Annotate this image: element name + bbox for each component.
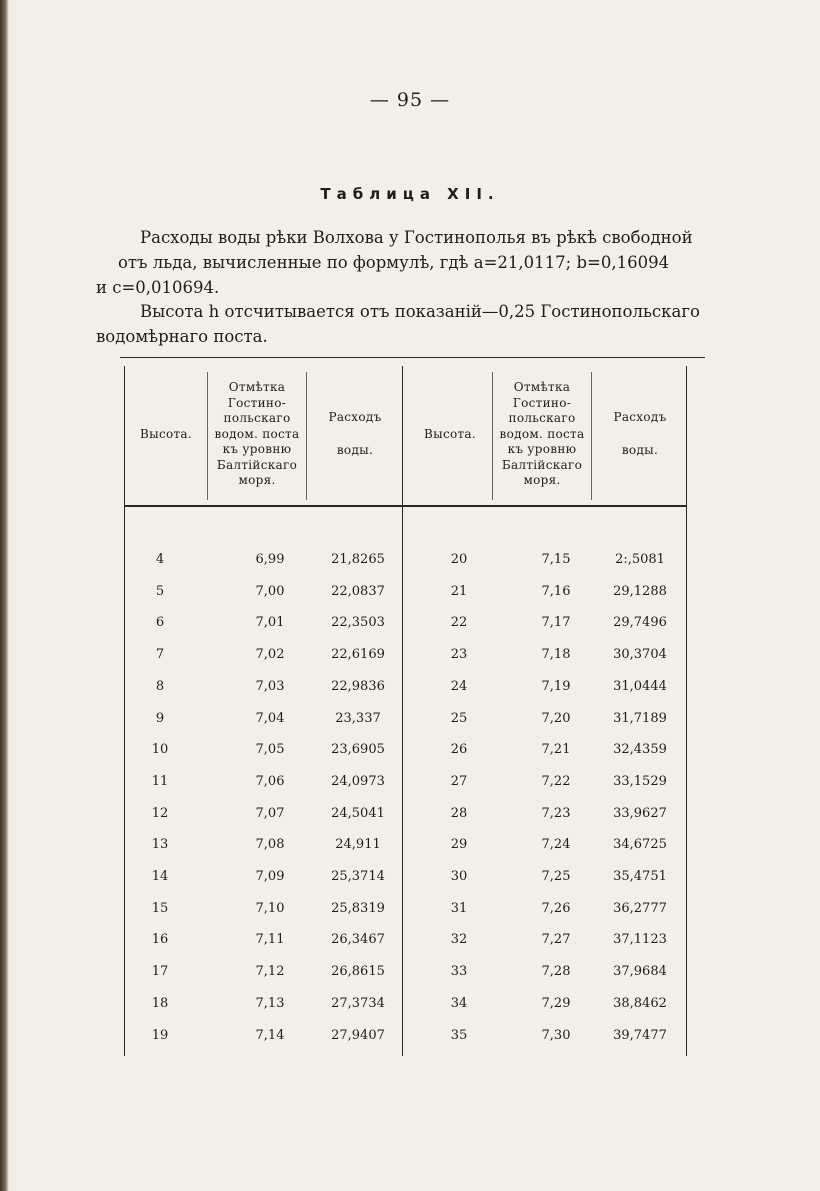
page-number: — 95 — [369, 89, 451, 111]
cell-mark-left: 7,12 [255, 964, 285, 980]
cell-flow-left: 21,8265 [331, 552, 385, 567]
cell-mark-left: 7,01 [255, 615, 285, 631]
cell-height-left: 12 [151, 805, 169, 821]
cell-flow-right: 37,9684 [613, 964, 667, 980]
cell-flow-left: 23,337 [335, 710, 381, 726]
cell-height-left: 19 [151, 1027, 169, 1043]
cell-height-right: 21 [450, 583, 468, 599]
cell-mark-right: 7,15 [541, 552, 571, 567]
cell-mark-left: 7,11 [255, 932, 285, 948]
cell-height-left: 16 [151, 932, 169, 948]
cell-flow-left: 22,3503 [331, 615, 385, 631]
cell-flow-left: 24,911 [335, 837, 381, 853]
cell-flow-left: 24,5041 [331, 805, 385, 821]
cell-height-left: 9 [155, 710, 165, 726]
cell-height-left: 17 [151, 964, 169, 980]
cell-mark-left: 7,07 [255, 805, 285, 821]
cell-height-left: 8 [155, 678, 165, 694]
cell-height-left: 18 [151, 995, 169, 1011]
cell-mark-left: 7,10 [255, 900, 285, 916]
cell-mark-left: 7,05 [255, 742, 285, 758]
cell-mark-right: 7,20 [541, 710, 571, 726]
cell-mark-right: 7,28 [541, 964, 571, 980]
cell-flow-right: 32,4359 [613, 742, 667, 758]
table-title: Таблица XII. [320, 185, 500, 203]
cell-mark-left: 7,04 [255, 710, 285, 726]
cell-mark-left: 7,13 [255, 995, 285, 1011]
cell-flow-left: 22,6169 [331, 647, 385, 663]
cell-mark-right: 7,30 [541, 1027, 571, 1043]
cell-height-right: 26 [450, 742, 468, 758]
header-mark-2-line-6: Балтійскаго [501, 457, 583, 472]
cell-height-left: 15 [151, 900, 169, 916]
cell-flow-right: 33,9627 [613, 805, 667, 821]
cell-flow-right: 39,7477 [613, 1027, 667, 1043]
cell-height-right: 25 [450, 710, 468, 726]
cell-flow-left: 24,0973 [331, 773, 385, 789]
cell-flow-right: 36,2777 [613, 900, 667, 916]
intro-line-4: Высота h отсчитывается отъ показаній—0,25 Гостинопольскаго [140, 302, 700, 321]
table-border-left [124, 366, 125, 1056]
cell-height-right: 27 [450, 773, 468, 789]
table-header-rule [124, 505, 686, 507]
cell-height-left: 14 [151, 869, 169, 884]
cell-flow-right: 31,7189 [613, 710, 667, 726]
page-binding-edge [0, 0, 9, 1191]
cell-mark-right: 7,25 [541, 869, 571, 884]
cell-mark-left: 7,02 [255, 647, 285, 663]
cell-mark-left: 7,03 [255, 678, 285, 694]
cell-flow-right: 29,7496 [613, 615, 667, 631]
cell-height-left: 7 [155, 647, 165, 663]
cell-flow-left: 27,3734 [331, 995, 385, 1011]
cell-flow-left: 26,3467 [331, 932, 385, 948]
cell-mark-right: 7,27 [541, 932, 571, 948]
cell-flow-left: 22,0837 [331, 583, 385, 599]
cell-flow-left: 26,8615 [331, 964, 385, 980]
cell-height-left: 5 [155, 583, 165, 599]
cell-mark-left: 7,09 [255, 869, 285, 884]
cell-height-right: 22 [450, 615, 468, 631]
header-mark-2-line-4: водом. поста [499, 426, 585, 441]
header-mark-2 [490, 380, 594, 489]
header-flow-1-line-1: Расходъ [328, 410, 382, 424]
header-flow-2 [594, 410, 686, 458]
cell-height-right: 24 [450, 678, 468, 694]
intro-paragraph-2 [96, 299, 710, 349]
header-mark-1-line-2: Гостино- [227, 395, 287, 410]
cell-flow-left: 25,8319 [331, 900, 385, 916]
header-mark-2-line-3: польскаго [508, 411, 576, 425]
cell-height-right: 23 [450, 647, 468, 663]
intro-line-1: Расходы воды рѣки Волхова у Гостинополья въ рѣкѣ свободной [140, 228, 693, 247]
cell-height-left: 4 [155, 552, 165, 567]
header-height-2: Высота. [423, 427, 477, 441]
cell-height-right: 34 [450, 995, 468, 1011]
header-mark-1-line-7: моря. [238, 473, 276, 487]
cell-flow-right: 33,1529 [613, 773, 667, 789]
intro-line-2: отъ льда, вычисленные по формулѣ, гдѣ a=21,0117; b=0,16094 [118, 253, 670, 272]
cell-height-right: 33 [450, 964, 468, 980]
cell-mark-right: 7,18 [541, 647, 571, 663]
cell-height-right: 30 [450, 869, 468, 884]
cell-mark-left: 7,06 [255, 773, 285, 789]
cell-mark-right: 7,23 [541, 805, 571, 821]
cell-flow-right: 34,6725 [613, 837, 667, 853]
cell-mark-left: 7,14 [255, 1027, 285, 1043]
cell-height-left: 13 [151, 837, 169, 853]
cell-mark-right: 7,29 [541, 995, 571, 1011]
cell-mark-left: 6,99 [255, 552, 285, 567]
cell-flow-left: 25,3714 [331, 869, 385, 884]
intro-paragraph-1 [96, 225, 710, 300]
header-flow-2-line-2: воды. [621, 442, 659, 457]
cell-height-right: 32 [450, 932, 468, 948]
cell-mark-left: 7,08 [255, 837, 285, 853]
intro-line-5: водомѣрнаго поста. [96, 327, 268, 346]
header-flow-2-line-1: Расходъ [613, 410, 667, 424]
cell-height-right: 20 [450, 552, 468, 567]
cell-flow-right: 38,8462 [613, 995, 667, 1011]
table-border-right [686, 366, 687, 1056]
header-mark-1-line-4: водом. поста [214, 426, 300, 441]
header-mark-2-line-7: моря. [523, 473, 561, 487]
header-mark-2-line-1: Отмѣтка [513, 380, 571, 394]
cell-flow-right: 30,3704 [613, 647, 667, 663]
header-mark-1 [205, 380, 309, 489]
header-flow-1-line-2: воды. [336, 442, 374, 457]
header-mark-1-line-3: польскаго [223, 411, 291, 425]
cell-flow-right: 31,0444 [613, 678, 667, 694]
cell-mark-right: 7,21 [541, 742, 571, 758]
cell-flow-left: 27,9407 [331, 1027, 385, 1043]
cell-flow-left: 23,6905 [331, 742, 385, 758]
cell-height-left: 10 [151, 742, 169, 758]
cell-flow-right: 35,4751 [613, 869, 667, 884]
cell-height-left: 11 [151, 773, 169, 789]
header-mark-1-line-1: Отмѣтка [228, 380, 286, 394]
cell-flow-left: 22,9836 [331, 678, 385, 694]
cell-mark-right: 7,26 [541, 900, 571, 916]
cell-mark-right: 7,17 [541, 615, 571, 631]
cell-height-right: 31 [450, 900, 468, 916]
cell-height-left: 6 [155, 615, 165, 631]
header-mark-2-line-5: къ уровню [507, 442, 577, 456]
cell-mark-right: 7,19 [541, 678, 571, 694]
header-mark-2-line-2: Гостино- [512, 395, 572, 410]
intro-line-3: и c=0,010694. [96, 278, 220, 297]
header-height-1: Высота. [139, 427, 193, 441]
header-flow-1 [308, 410, 402, 458]
cell-height-right: 28 [450, 805, 468, 821]
table-top-rule [120, 357, 705, 358]
header-mark-1-line-6: Балтійскаго [216, 457, 298, 472]
cell-height-right: 35 [450, 1027, 468, 1043]
cell-mark-right: 7,22 [541, 773, 571, 789]
header-mark-1-line-5: къ уровню [222, 442, 292, 456]
cell-height-right: 29 [450, 837, 468, 853]
cell-flow-right: 29,1288 [613, 583, 667, 599]
cell-flow-right: 37,1123 [613, 932, 667, 948]
table-divider-middle [402, 366, 403, 1056]
cell-flow-right: 2:,5081 [615, 552, 665, 567]
cell-mark-right: 7,24 [541, 837, 571, 853]
cell-mark-right: 7,16 [541, 583, 571, 599]
cell-mark-left: 7,00 [255, 583, 285, 599]
